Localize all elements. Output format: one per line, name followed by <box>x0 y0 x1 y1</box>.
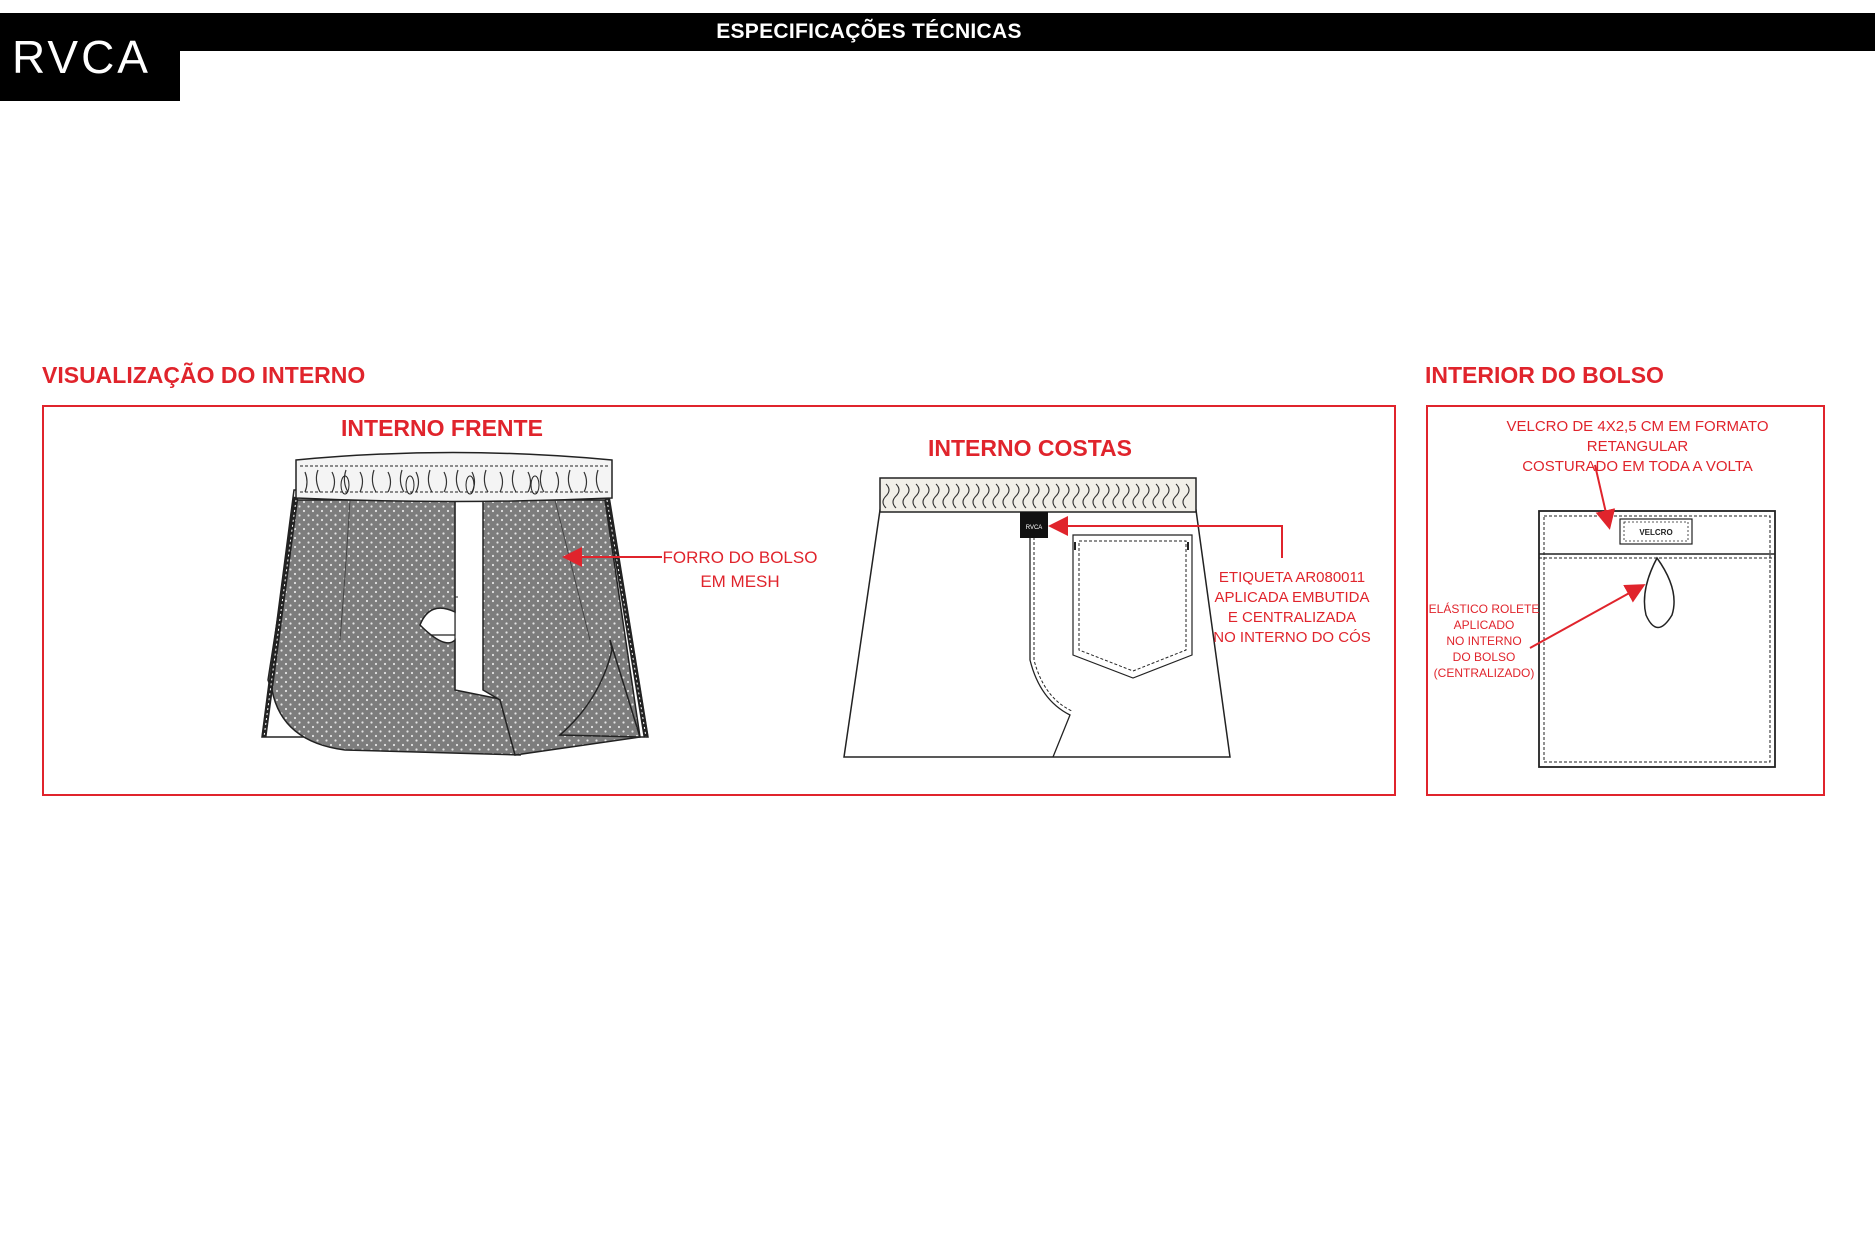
section-title-interno: VISUALIZAÇÃO DO INTERNO <box>42 362 366 388</box>
label-callout-line-1: ETIQUETA AR080011 <box>1218 569 1366 586</box>
label-tag-text: RVCA <box>1025 525 1043 531</box>
velcro-callout-line-2: COSTURADO EM TODA A VOLTA <box>1522 458 1753 475</box>
front-view-title: INTERNO FRENTE <box>341 415 543 441</box>
velcro-patch-text: VELCRO <box>1639 528 1673 537</box>
elastic-callout-line-4: DO BOLSO <box>1452 650 1516 664</box>
elastic-callout-line-3: NO INTERNO <box>1446 634 1522 648</box>
section-title-bolso: INTERIOR DO BOLSO <box>1425 362 1664 388</box>
elastic-callout-line-1: ELÁSTICO ROLETE <box>1428 602 1540 616</box>
back-view-title: INTERNO COSTAS <box>927 435 1133 461</box>
pocket-drawing <box>1539 511 1775 767</box>
back-shorts-drawing <box>844 478 1230 757</box>
mesh-callout <box>660 546 820 594</box>
label-callout-line-2: APLICADA EMBUTIDA <box>1214 589 1370 606</box>
velcro-callout-line-1: VELCRO DE 4X2,5 CM EM FORMATO RETANGULAR <box>1506 418 1769 455</box>
elastic-callout-line-2: APLICADO <box>1453 618 1515 632</box>
label-callout-line-3: E CENTRALIZADA <box>1227 609 1357 626</box>
label-callout <box>1212 568 1372 648</box>
elastic-callout-line-5: (CENTRALIZADO) <box>1433 666 1535 680</box>
velcro-callout <box>1460 417 1815 477</box>
mesh-callout-line-2: EM MESH <box>700 572 780 591</box>
label-callout-line-4: NO INTERNO DO CÓS <box>1213 629 1371 646</box>
page-title: ESPECIFICAÇÕES TÉCNICAS <box>716 20 1022 43</box>
mesh-callout-line-1: FORRO DO BOLSO <box>662 548 818 567</box>
elastic-callout <box>1424 601 1544 681</box>
front-shorts-drawing <box>262 453 648 756</box>
brand-logo-text: RVCA <box>12 31 151 83</box>
